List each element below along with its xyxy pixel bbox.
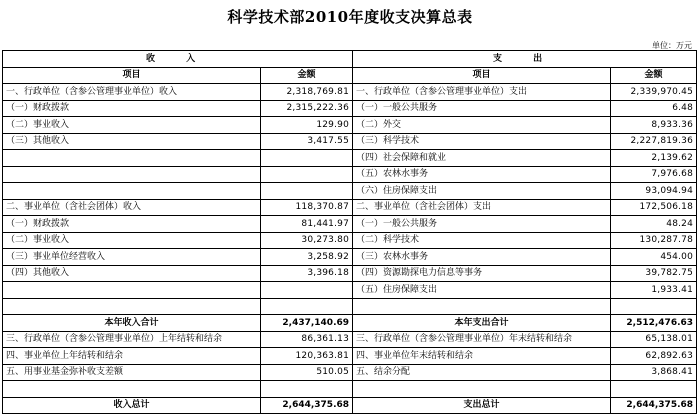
income-amount-cell: 3,258.92: [261, 249, 353, 266]
expense-amount-cell: 172,506.18: [611, 199, 697, 216]
income-item-cell: 二、事业单位（含社会团体）收入: [3, 199, 261, 216]
expense-item-cell: （二）科学技术: [353, 232, 611, 249]
table-row: [3, 348, 697, 365]
expense-item-cell: [353, 298, 611, 315]
income-item-cell: [3, 298, 261, 315]
income-item-cell: （二）事业收入: [3, 117, 261, 134]
expense-item-cell: 二、事业单位（含社会团体）支出: [353, 199, 611, 216]
expense-item-cell: （六）住房保障支出: [353, 183, 611, 200]
expense-amount-cell: [611, 298, 697, 315]
income-item-cell: 一、行政单位（含参公管理事业单位）收入: [3, 84, 261, 101]
table-row: [3, 249, 697, 266]
expense-item-cell: （五）住房保障支出: [353, 282, 611, 299]
income-amount-cell: 3,417.55: [261, 133, 353, 150]
page-title: 科学技术部2010年度收支决算总表: [227, 8, 473, 26]
income-item-cell: （二）事业收入: [3, 232, 261, 249]
table-row: [3, 282, 697, 299]
expense-amount-cell: 6.48: [611, 100, 697, 117]
expense-item-cell: （一）一般公共服务: [353, 216, 611, 233]
expense-amount-cell: 7,976.68: [611, 166, 697, 183]
income-amount-cell: 120,363.81: [261, 348, 353, 365]
table-row: [3, 265, 697, 282]
expense-item-cell: （二）外交: [353, 117, 611, 134]
expense-item-cell: （三）农林水事务: [353, 249, 611, 266]
expense-item-cell: [353, 381, 611, 398]
expense-item-cell: （四）资源勘探电力信息等事务: [353, 265, 611, 282]
expense-item-cell: 一、行政单位（含参公管理事业单位）支出: [353, 84, 611, 101]
expense-item-cell: （四）社会保障和就业: [353, 150, 611, 167]
expense-amount-cell: 62,892.63: [611, 348, 697, 365]
expense-amount-cell: 65,138.01: [611, 331, 697, 348]
expense-item-cell: 支出总计: [353, 397, 611, 414]
table-row: [3, 216, 697, 233]
table-row: [3, 298, 697, 315]
income-item-cell: 收入总计: [3, 397, 261, 414]
expense-amount-cell: 2,227,819.36: [611, 133, 697, 150]
expense-item-cell: （五）农林水事务: [353, 166, 611, 183]
expense-amount-cell: 93,094.94: [611, 183, 697, 200]
expense-item-cell: （一）一般公共服务: [353, 100, 611, 117]
budget-table: [2, 50, 697, 414]
expense-item-cell: （三）科学技术: [353, 133, 611, 150]
expense-header: 支 出: [353, 51, 697, 68]
income-item-cell: （一）财政拨款: [3, 216, 261, 233]
income-item-cell: [3, 183, 261, 200]
table-row: [3, 133, 697, 150]
income-item-cell: [3, 282, 261, 299]
income-amount-cell: 118,370.87: [261, 199, 353, 216]
expense-amount-cell: 1,933.41: [611, 282, 697, 299]
expense-amount-cell: 454.00: [611, 249, 697, 266]
column-header-row: [3, 67, 697, 84]
income-item-cell: （三）事业单位经营收入: [3, 249, 261, 266]
income-amount-cell: 2,644,375.68: [261, 397, 353, 414]
expense-item-cell: 四、事业单位年末结转和结余: [353, 348, 611, 365]
expense-amount-cell: 2,339,970.45: [611, 84, 697, 101]
income-item-header: 项目: [3, 67, 261, 84]
expense-item-cell: 五、结余分配: [353, 364, 611, 381]
income-amount-cell: 2,437,140.69: [261, 315, 353, 332]
income-amount-cell: 86,361.13: [261, 331, 353, 348]
unit-label: 单位：万元: [652, 41, 692, 50]
expense-item-cell: 三、行政单位（含参公管理事业单位）年末结转和结余: [353, 331, 611, 348]
total-row: [3, 397, 697, 414]
income-amount-cell: 3,396.18: [261, 265, 353, 282]
income-amount-cell: [261, 150, 353, 167]
table-row: [3, 199, 697, 216]
expense-item-header: 项目: [353, 67, 611, 84]
table-row: [3, 84, 697, 101]
income-amount-cell: 2,315,222.36: [261, 100, 353, 117]
income-item-cell: 三、行政单位（含参公管理事业单位）上年结转和结余: [3, 331, 261, 348]
table-row: [3, 381, 697, 398]
expense-item-cell: 本年支出合计: [353, 315, 611, 332]
section-header-row: [3, 51, 697, 68]
table-row: [3, 100, 697, 117]
expense-amount-header: 金额: [611, 67, 697, 84]
expense-amount-cell: 39,782.75: [611, 265, 697, 282]
income-item-cell: （三）其他收入: [3, 133, 261, 150]
expense-amount-cell: 3,868.41: [611, 364, 697, 381]
income-item-cell: （四）其他收入: [3, 265, 261, 282]
expense-amount-cell: 130,287.78: [611, 232, 697, 249]
table-row: [3, 183, 697, 200]
income-amount-cell: 30,273.80: [261, 232, 353, 249]
table-row: [3, 364, 697, 381]
expense-amount-cell: 48.24: [611, 216, 697, 233]
table-row: [3, 232, 697, 249]
income-item-cell: [3, 166, 261, 183]
table-row: [3, 331, 697, 348]
expense-amount-cell: 8,933.36: [611, 117, 697, 134]
income-amount-cell: 2,318,769.81: [261, 84, 353, 101]
income-header: 收 入: [3, 51, 353, 68]
income-item-cell: 本年收入合计: [3, 315, 261, 332]
income-item-cell: （一）财政拨款: [3, 100, 261, 117]
income-item-cell: [3, 150, 261, 167]
income-amount-cell: 81,441.97: [261, 216, 353, 233]
income-amount-cell: 510.05: [261, 364, 353, 381]
expense-amount-cell: 2,139.62: [611, 150, 697, 167]
income-item-cell: 五、用事业基金弥补收支差额: [3, 364, 261, 381]
table-row: [3, 117, 697, 134]
income-amount-cell: [261, 282, 353, 299]
income-item-cell: [3, 381, 261, 398]
income-item-cell: 四、事业单位上年结转和结余: [3, 348, 261, 365]
income-amount-cell: [261, 183, 353, 200]
income-amount-cell: [261, 298, 353, 315]
expense-amount-cell: 2,512,476.63: [611, 315, 697, 332]
income-amount-header: 金额: [261, 67, 353, 84]
table-row: [3, 166, 697, 183]
total-row: [3, 315, 697, 332]
income-amount-cell: 129.90: [261, 117, 353, 134]
income-amount-cell: [261, 381, 353, 398]
income-amount-cell: [261, 166, 353, 183]
expense-amount-cell: [611, 381, 697, 398]
expense-amount-cell: 2,644,375.68: [611, 397, 697, 414]
table-row: [3, 150, 697, 167]
